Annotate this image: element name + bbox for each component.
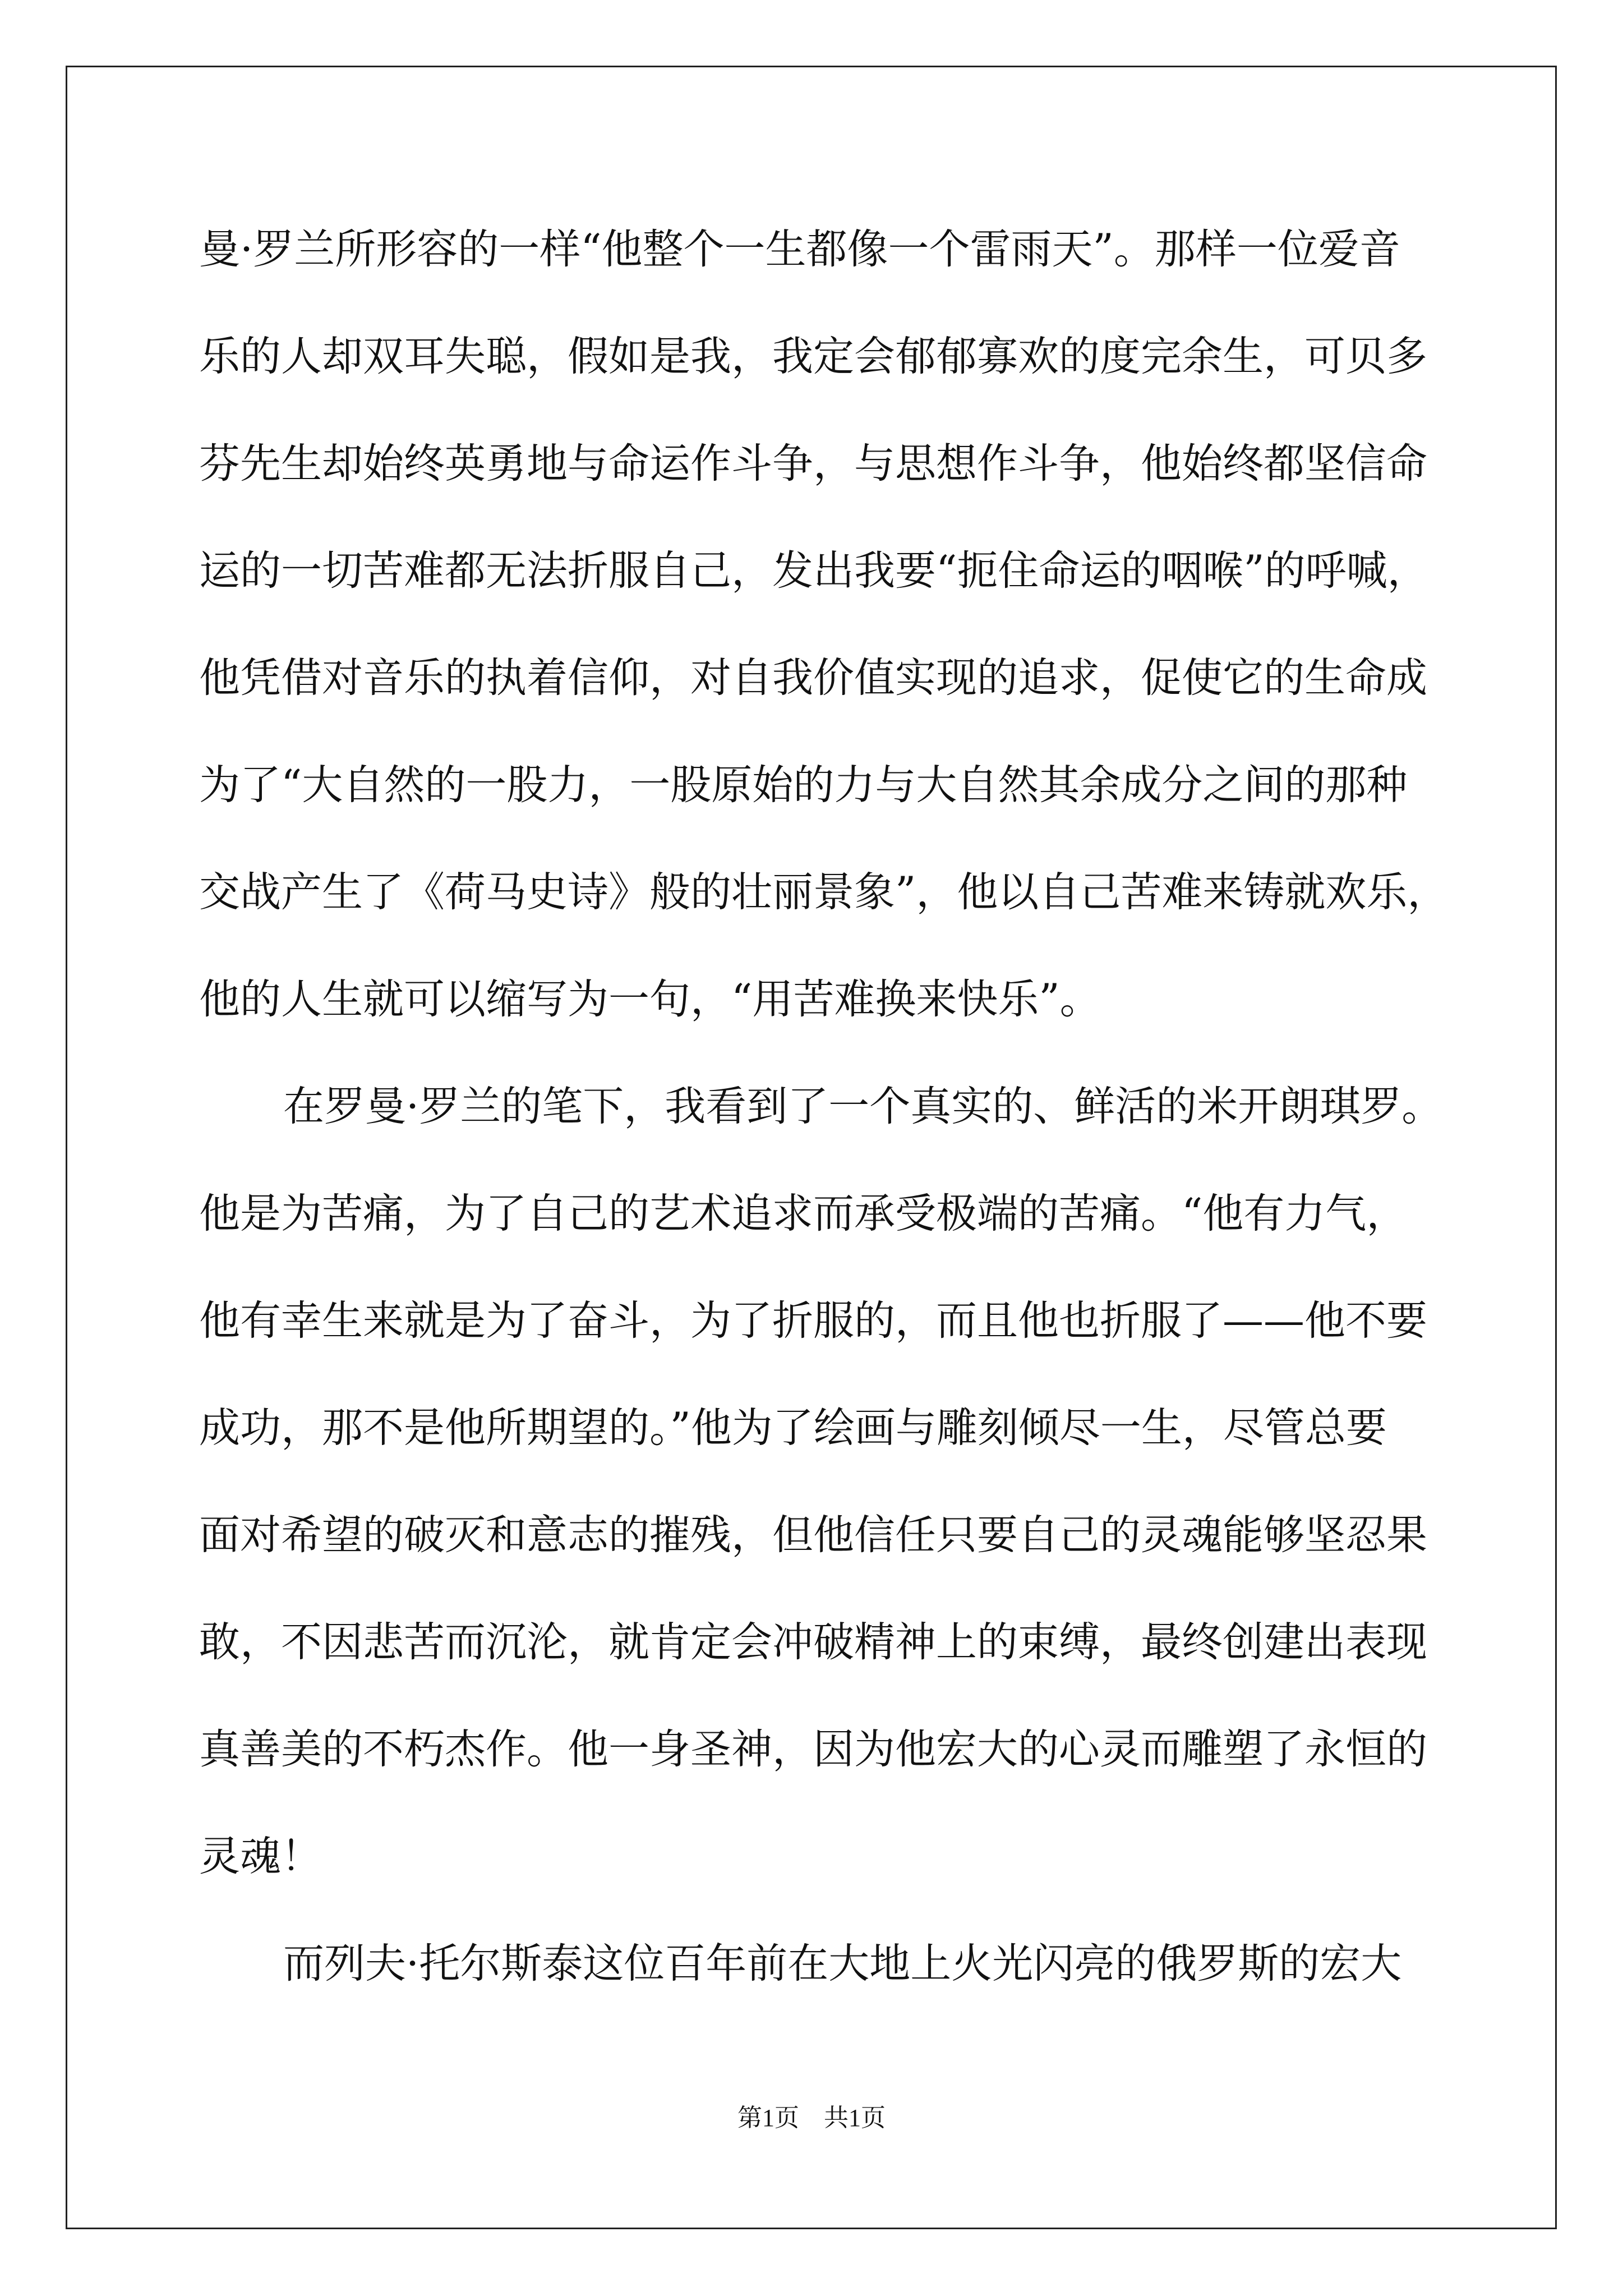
text-line: 运的一切苦难都无法折服自己，发出我要“扼住命运的咽喉”的呼喊， [199, 547, 1428, 595]
text-line: 他有幸生来就是为了奋斗，为了折服的，而且他也折服了——他不要 [199, 1297, 1427, 1345]
text-line: 面对希望的破灭和意志的摧残，但他信任只要自己的灵魂能够坚忍果 [199, 1511, 1427, 1559]
document-body [199, 216, 1449, 2037]
text-line: 为了“大自然的一股力，一股原始的力与大自然其余成分之间的那种 [199, 761, 1408, 809]
text-line: 交战产生了《荷马史诗》般的壮丽景象”，他以自己苦难来铸就欢乐， [199, 868, 1449, 916]
text-line: 曼·罗兰所形容的一样“他整个一生都像一个雷雨天”。那样一位爱音 [199, 226, 1400, 273]
text-line: 真善美的不朽杰作。他一身圣神，因为他宏大的心灵而雕塑了永恒的 [199, 1726, 1427, 1773]
paragraph-start-line: 而列夫·托尔斯泰这位百年前在大地上火光闪亮的俄罗斯的宏大 [283, 1940, 1402, 1987]
text-line: 敢，不因悲苦而沉沦，就肯定会冲破精神上的束缚，最终创建出表现 [199, 1618, 1427, 1666]
text-line: 乐的人却双耳失聪，假如是我，我定会郁郁寡欢的度完余生，可贝多 [199, 333, 1427, 380]
page-number: 第1页 [737, 2104, 799, 2132]
text-line: 他凭借对音乐的执着信仰，对自我价值实现的追求，促使它的生命成 [199, 654, 1427, 702]
text-line: 他的人生就可以缩写为一句，“用苦难换来快乐”。 [199, 976, 1101, 1023]
text-line: 他是为苦痛，为了自己的艺术追求而承受极端的苦痛。“他有力气， [199, 1190, 1408, 1237]
text-line: 芬先生却始终英勇地与命运作斗争，与思想作斗争，他始终都坚信命 [199, 440, 1427, 487]
paragraph-start-line: 在罗曼·罗兰的笔下，我看到了一个真实的、鲜活的米开朗琪罗。 [283, 1083, 1443, 1130]
page-footer [0, 2101, 1623, 2135]
page-total: 共1页 [824, 2104, 886, 2132]
text-line: 灵魂！ [199, 1833, 322, 1880]
text-line: 成功，那不是他所期望的。”他为了绘画与雕刻倾尽一生，尽管总要 [199, 1404, 1387, 1452]
